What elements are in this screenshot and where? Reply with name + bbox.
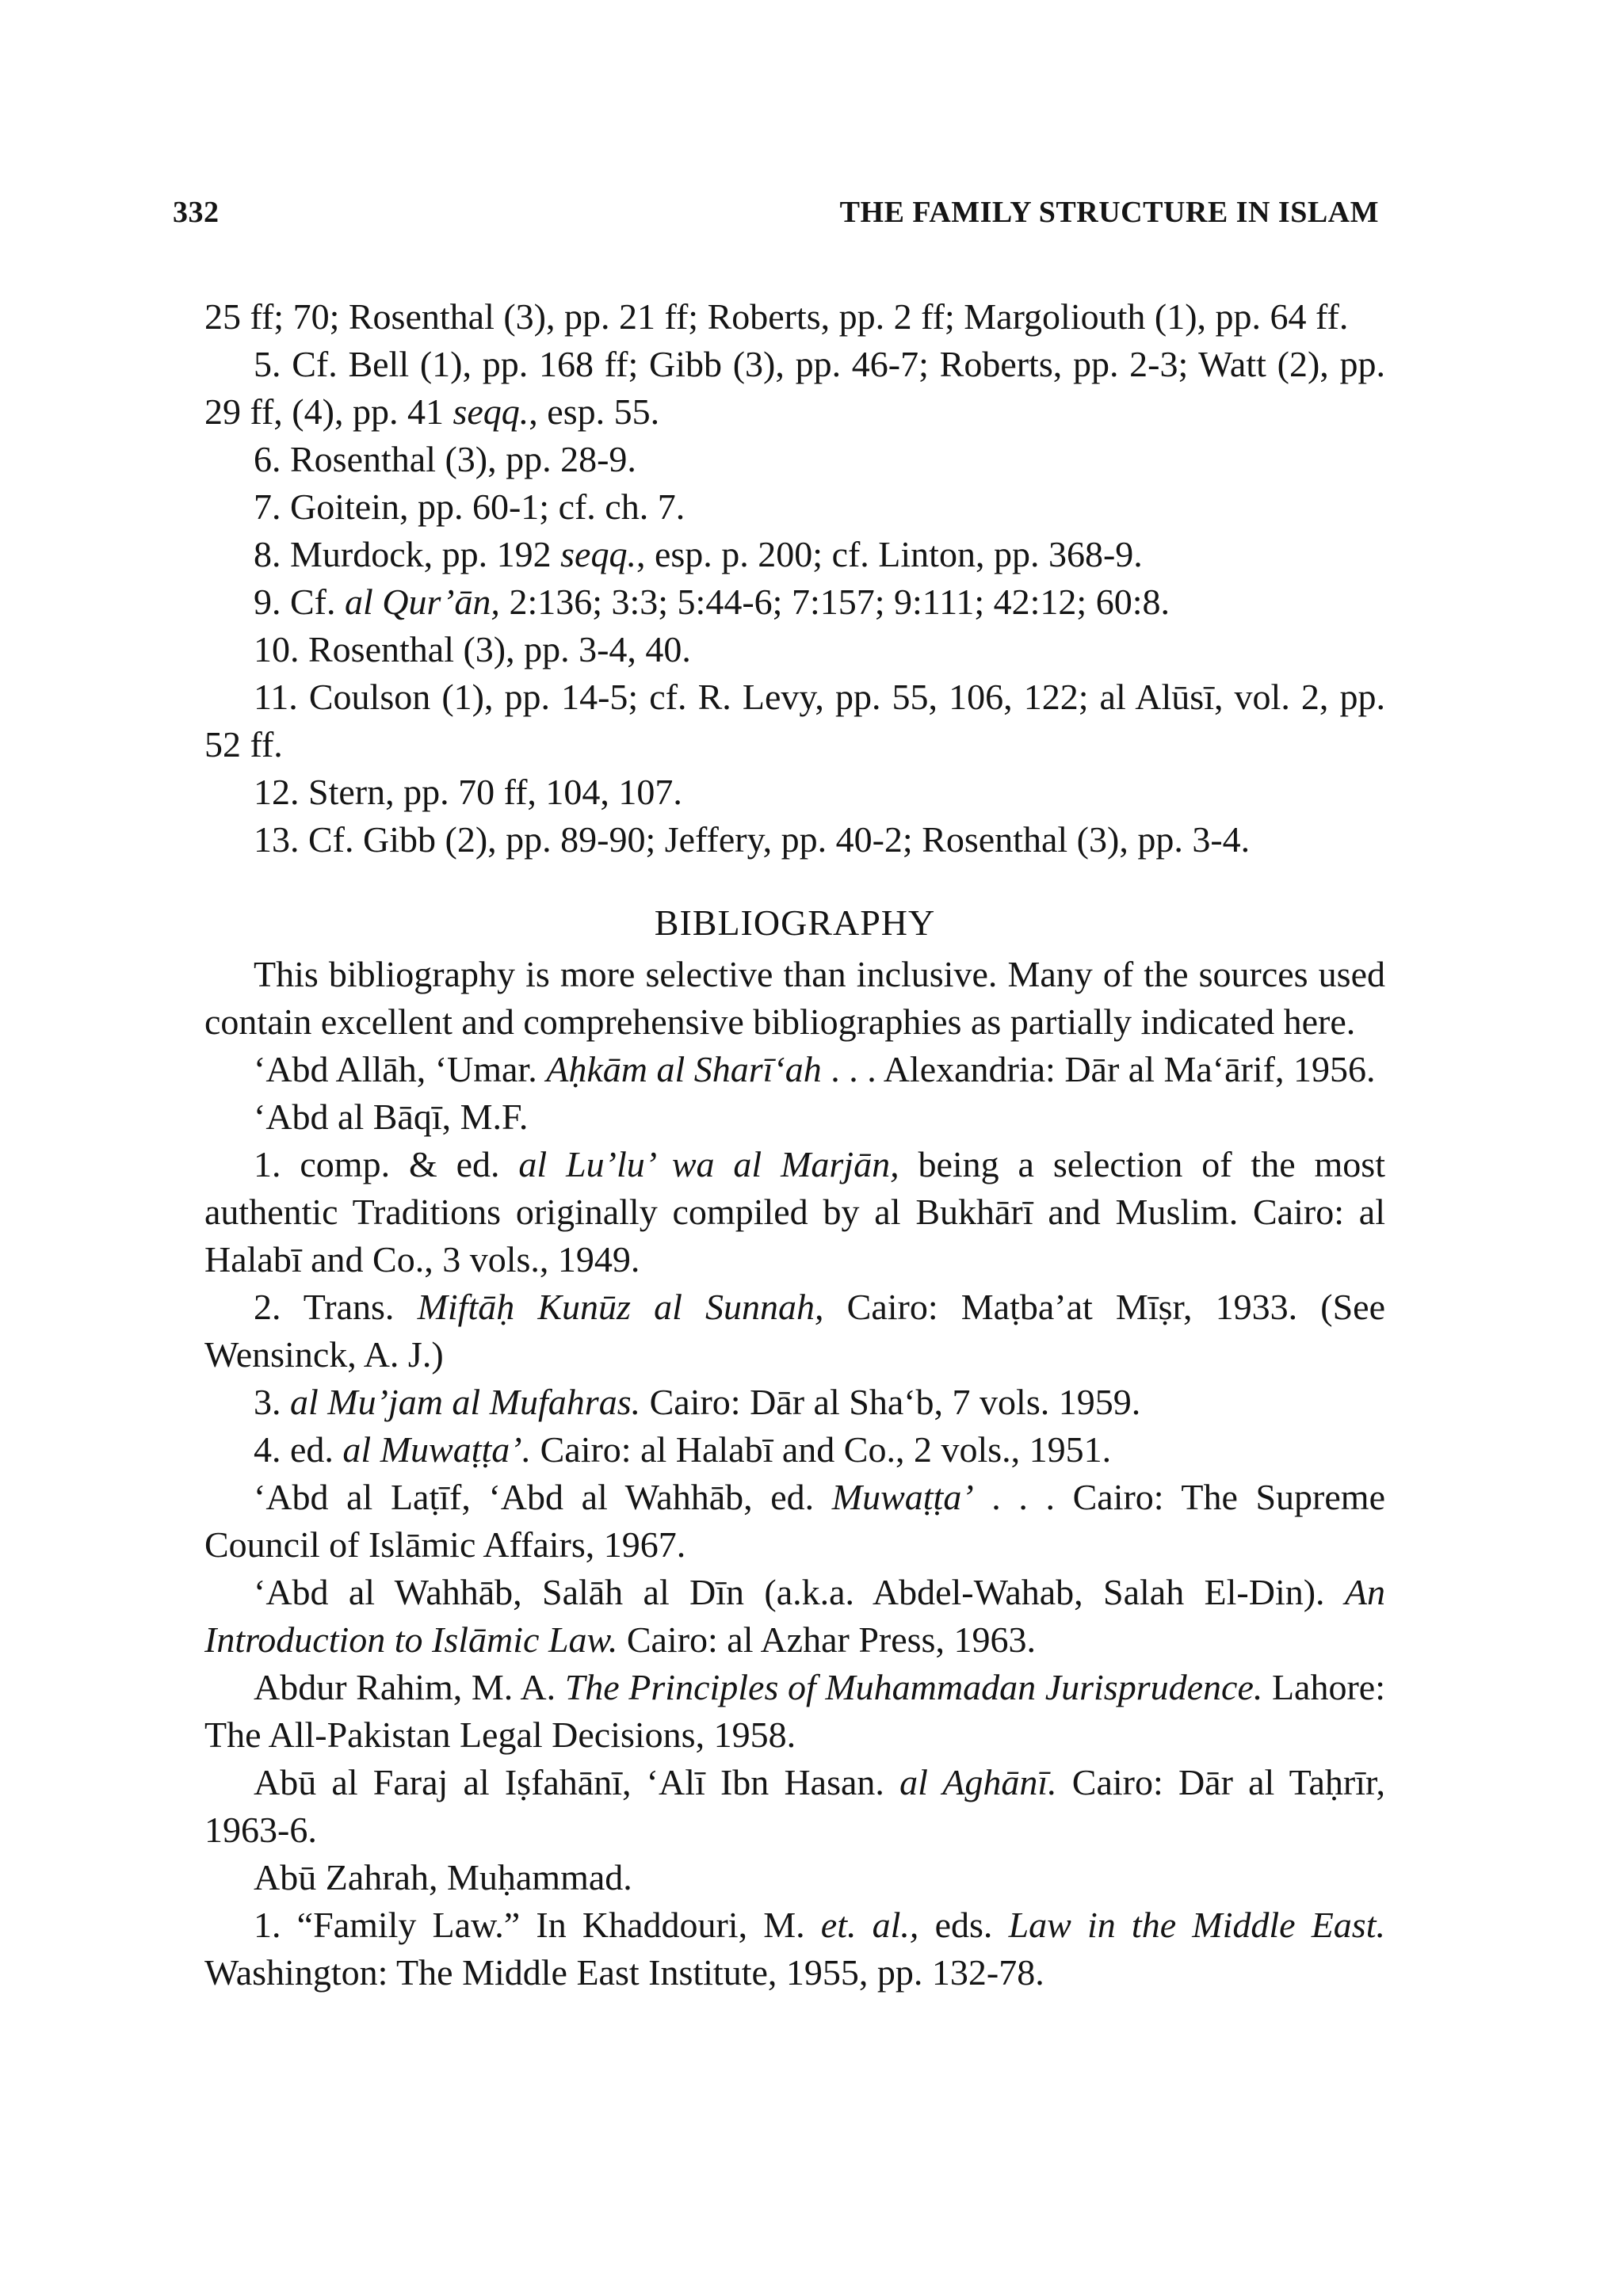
bibliography-entry: Abdur Rahim, M. A. The Principles of Muhammadan Jurisprudence. Lahore: The All-Pakistan Legal Decisions, 1958.	[204, 1667, 1385, 1755]
bibliography-entry: ‘Abd al Wahhāb, Salāh al Dīn (a.k.a. Abdel-Wahab, Salah El-Din). An Introduction to Islāmic Law. Cairo: al Azhar Press, 1963.	[204, 1572, 1385, 1660]
bibliography-heading: BIBLIOGRAPHY	[654, 902, 936, 943]
bibliography-entry: ‘Abd Allāh, ‘Umar. Aḥkām al Sharī‘ah . . . Alexandria: Dār al Ma‘ārif, 1956.	[254, 1049, 1376, 1089]
bibliography-entry: 4. ed. al Muwaṭṭa’. Cairo: al Halabī and Co., 2 vols., 1951.	[254, 1429, 1112, 1470]
page-body	[204, 293, 1385, 1997]
note-9: 9. Cf. al Qur’ān, 2:136; 3:3; 5:44-6; 7:157; 9:111; 42:12; 60:8.	[254, 582, 1170, 622]
running-title: THE FAMILY STRUCTURE IN ISLAM	[839, 196, 1379, 229]
bibliography-entry: 1. “Family Law.” In Khaddouri, M. et. al., eds. Law in the Middle East. Washington: The Middle East Institute, 1955, pp. 132-78.	[204, 1905, 1385, 1993]
note-7: 7. Goitein, pp. 60-1; cf. ch. 7.	[254, 486, 685, 527]
note-8: 8. Murdock, pp. 192 seqq., esp. p. 200; cf. Linton, pp. 368-9.	[254, 534, 1143, 574]
page-number: 332	[173, 196, 220, 229]
note-10: 10. Rosenthal (3), pp. 3-4, 40.	[254, 629, 691, 669]
bibliography-entry: 2. Trans. Miftāḥ Kunūz al Sunnah, Cairo: Maṭba’at Mīṣr, 1933. (See Wensinck, A. J.)	[204, 1287, 1385, 1375]
bibliography-entry: 3. al Mu’jam al Mufahras. Cairo: Dār al Sha‘b, 7 vols. 1959.	[254, 1382, 1141, 1422]
note-11: 11. Coulson (1), pp. 14-5; cf. R. Levy, pp. 55, 106, 122; al Alūsī, vol. 2, pp. 52 ff.	[204, 677, 1385, 765]
bibliography-intro: This bibliography is more selective than inclusive. Many of the sources used contain excellent and comprehensive bibliographies as partially indicated here.	[204, 954, 1385, 1042]
note-13: 13. Cf. Gibb (2), pp. 89-90; Jeffery, pp. 40-2; Rosenthal (3), pp. 3-4.	[254, 819, 1251, 860]
bibliography-entry: Abū Zahrah, Muḥammad.	[254, 1857, 632, 1897]
note-5: 5. Cf. Bell (1), pp. 168 ff; Gibb (3), pp. 46-7; Roberts, pp. 2-3; Watt (2), pp. 29 ff, (4), pp. 41 seqq., esp. 55.	[204, 344, 1385, 432]
bibliography-entry: Abū al Faraj al Iṣfahānī, ‘Alī Ibn Hasan. al Aghānī. Cairo: Dār al Taḥrīr, 1963-6.	[204, 1762, 1386, 1850]
note-continuation: 25 ff; 70; Rosenthal (3), pp. 21 ff; Roberts, pp. 2 ff; Margoliouth (1), pp. 64 ff.	[204, 296, 1349, 337]
note-12: 12. Stern, pp. 70 ff, 104, 107.	[254, 772, 682, 812]
bibliography-entry: 1. comp. & ed. al Lu’lu’ wa al Marjān, being a selection of the most authentic Traditions originally compiled by al Bukhārī and Muslim. Cairo: al Halabī and Co., 3 vols., 1949.	[204, 1144, 1385, 1280]
bibliography-entry: ‘Abd al Bāqī, M.F.	[254, 1097, 529, 1137]
bibliography-entry: ‘Abd al Laṭīf, ‘Abd al Wahhāb, ed. Muwaṭṭa’ . . . Cairo: The Supreme Council of Islāmic Affairs, 1967.	[204, 1477, 1385, 1565]
note-6: 6. Rosenthal (3), pp. 28-9.	[254, 439, 636, 479]
